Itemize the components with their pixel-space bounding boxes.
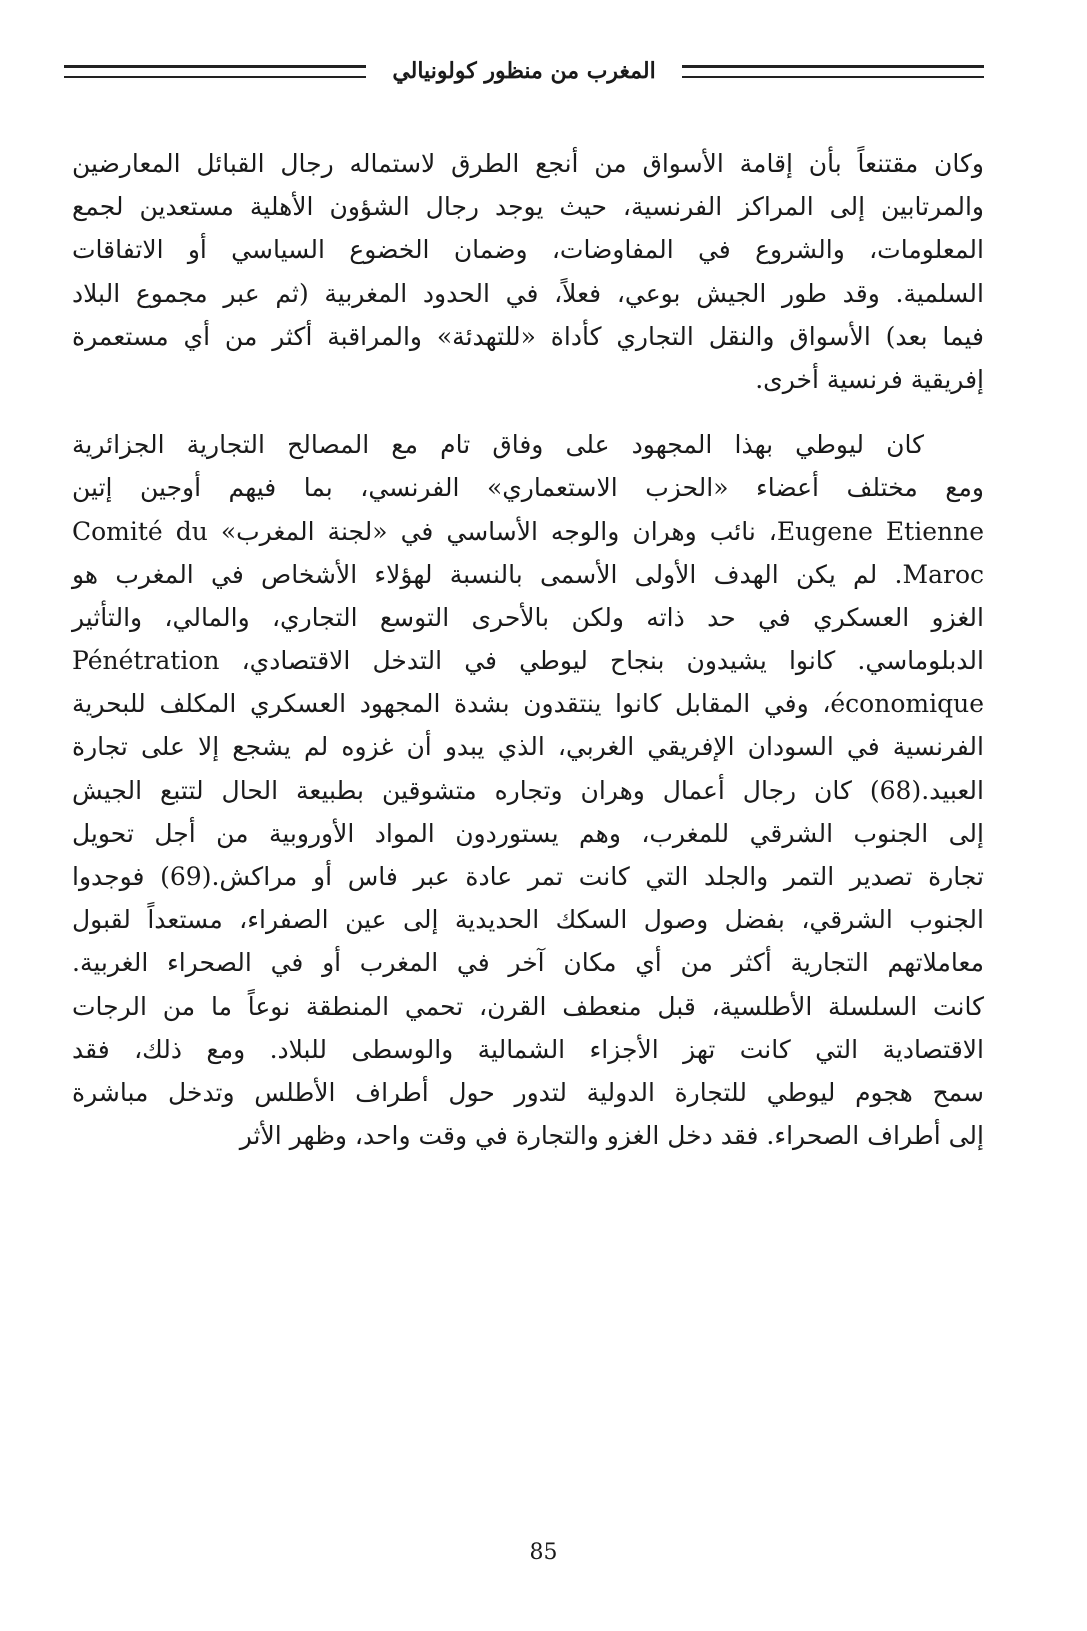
text-line: économique، وفي المقابل كانوا ينتقدون بشدة المجهود العسكري المكلف للبحرية bbox=[72, 689, 984, 719]
text-line: Maroc. لم يكن الهدف الأولى الأسمى بالنسبة لهؤلاء الأشخاص في المغرب هو bbox=[72, 559, 984, 589]
running-header bbox=[64, 56, 984, 86]
text-line: المعلومات، والشروع في المفاوضات، وضمان الخضوع السياسي أو الاتفاقات bbox=[72, 235, 984, 265]
text-line: إفريقية فرنسية أخرى. bbox=[755, 364, 984, 394]
paragraph bbox=[72, 142, 984, 401]
page-number: 85 bbox=[529, 1540, 558, 1565]
page-body bbox=[72, 142, 984, 1157]
header-rule-left bbox=[64, 65, 366, 78]
text-line: الاقتصادية التي كانت تهز الأجزاء الشمالية والوسطى للبلاد. ومع ذلك، فقد bbox=[72, 1034, 984, 1064]
paragraph bbox=[72, 423, 984, 1157]
text-line: Eugene Etienne، نائب وهران والوجه الأساسي في «لجنة المغرب» Comité du bbox=[72, 516, 984, 546]
text-line: ومع مختلف أعضاء «الحزب الاستعماري» الفرنسي، بما فيهم أوجين إتين bbox=[72, 473, 984, 503]
paragraph-gap bbox=[72, 401, 984, 423]
text-line: معاملاتهم التجارية أكثر من أي مكان آخر في المغرب أو في الصحراء الغربية. bbox=[72, 948, 984, 978]
text-line: كان ليوطي بهذا المجهود على وفاق تام مع المصالح التجارية الجزائرية bbox=[72, 430, 924, 460]
text-line: الغزو العسكري في حد ذاته ولكن بالأحرى التوسع التجاري، والمالي، والتأثير bbox=[72, 602, 984, 632]
text-line: العبيد.(68) كان رجال أعمال وهران وتجاره متشوقين بطبيعة الحال لتتبع الجيش bbox=[72, 775, 984, 805]
text-line: والمرتابين إلى المراكز الفرنسية، حيث يوجد رجال الشؤون الأهلية مستعدين لجمع bbox=[72, 192, 985, 222]
text-line: إلى الجنوب الشرقي للمغرب، وهم يستوردون المواد الأوروبية من أجل تحويل bbox=[72, 818, 984, 848]
text-line: كانت السلسلة الأطلسية، قبل منعطف القرن، تحمي المنطقة نوعاً ما من الرجات bbox=[72, 991, 984, 1021]
text-line: وكان مقتنعاً بأن إقامة الأسواق من أنجع الطرق لاستماله رجال القبائل المعارضين bbox=[72, 149, 984, 178]
text-line: الفرنسية في السودان الإفريقي الغربي، الذي يبدو أن غزوه لم يشجع إلا على تجارة bbox=[72, 732, 984, 762]
text-line: الدبلوماسي. كانوا يشيدون بنجاح ليوطي في التدخل الاقتصادي، Pénétration bbox=[72, 646, 984, 676]
text-line: إلى أطراف الصحراء. فقد دخل الغزو والتجارة في وقت واحد، وظهر الأثر bbox=[239, 1121, 984, 1151]
header-rule-right bbox=[682, 65, 984, 78]
running-header-title: المغرب من منظور كولونيالي bbox=[392, 58, 656, 84]
text-line: الجنوب الشرقي، بفضل وصول السكك الحديدية إلى عين الصفراء، مستعداً لقبول bbox=[72, 905, 984, 935]
text-line: السلمية. وقد طور الجيش بوعي، فعلاً، في الحدود المغربية (ثم عبر مجموع البلاد bbox=[72, 278, 984, 308]
text-line: تجارة تصدير التمر والجلد التي كانت تمر عادة عبر فاس أو مراكش.(69) فوجدوا bbox=[72, 862, 984, 891]
text-line: سمح هجوم ليوطي للتجارة الدولية لتدور حول أطراف الأطلس وتدخل مباشرة bbox=[72, 1077, 984, 1107]
text-line: فيما بعد) الأسواق والنقل التجاري كأداة «للتهدئة» والمراقبة أكثر من أي مستعمرة bbox=[72, 321, 984, 351]
